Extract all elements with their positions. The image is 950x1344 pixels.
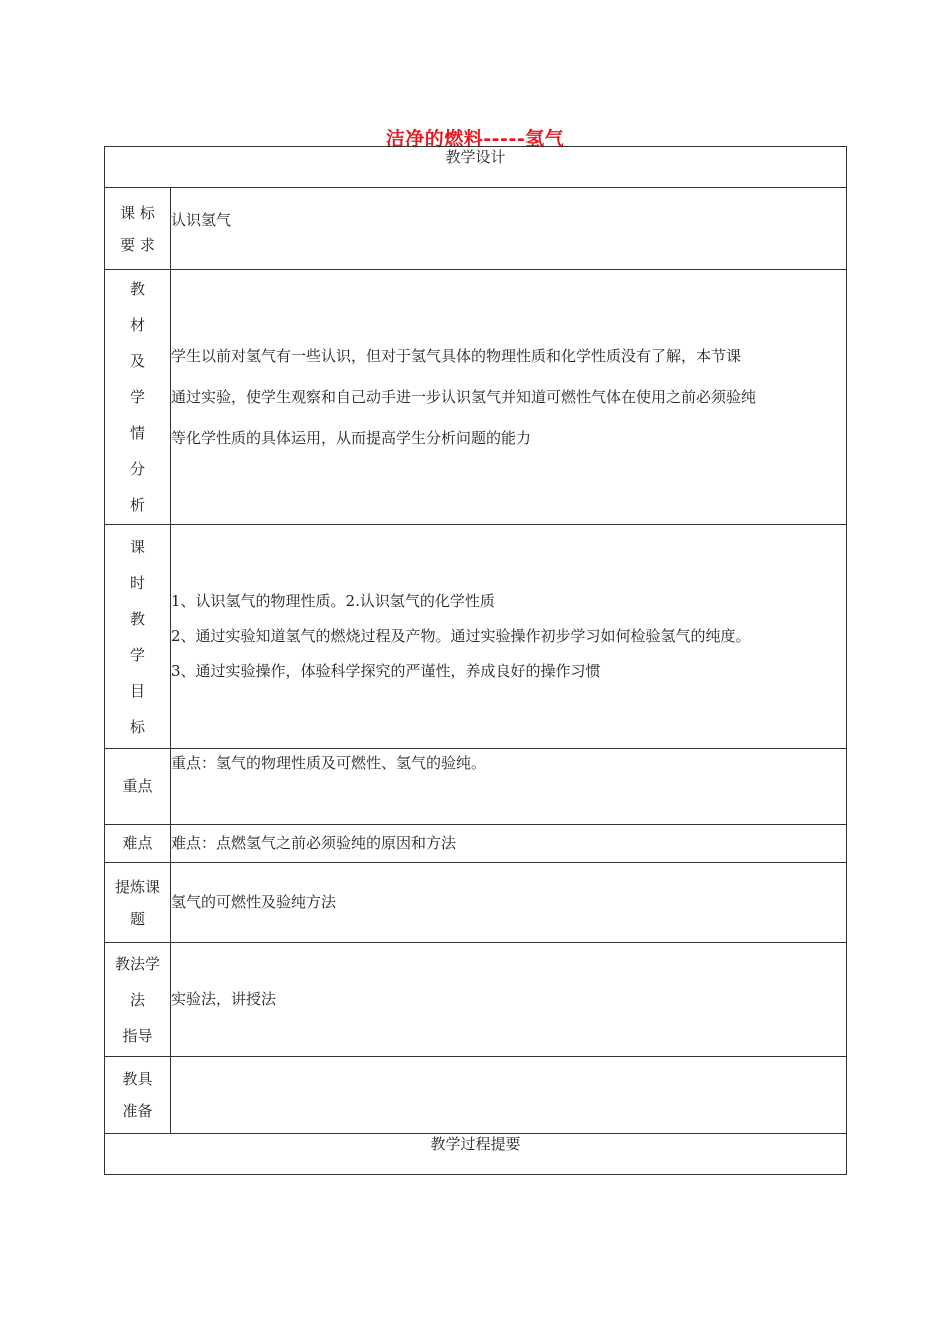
method-label-line: 教法学 <box>114 954 160 973</box>
analysis-label-char: 析 <box>129 496 145 514</box>
goals-label-char: 课 <box>129 537 145 556</box>
topic-label-line-2: 题 <box>129 909 145 928</box>
analysis-line: 等化学性质的具体运用，从而提高学生分析问题的能力 <box>171 428 532 447</box>
design-header: 教学设计 <box>105 147 847 188</box>
goals-label-char: 教 <box>129 609 145 628</box>
analysis-line: 学生以前对氢气有一些认识，但对于氢气具体的物理性质和化学性质没有了解，本节课 <box>171 346 742 365</box>
standard-label <box>105 188 171 270</box>
goal-item: 1、认识氢气的物理性质。2.认识氢气的化学性质 <box>171 592 495 610</box>
design-header-row <box>105 147 847 188</box>
goal-item: 3、通过实验操作，体验科学探究的严谨性，养成良好的操作习惯 <box>171 662 601 680</box>
analysis-label-char: 教 <box>129 280 145 298</box>
document-title: 洁净的燃料-----氢气 <box>385 128 565 150</box>
tools-label-line-2: 准备 <box>122 1102 153 1120</box>
topic-label <box>105 863 171 943</box>
analysis-label <box>105 270 171 525</box>
key-point-row <box>105 749 847 825</box>
goal-item: 2、通过实验知道氢气的燃烧过程及产物。通过实验操作初步学习如何检验氢气的纯度。 <box>171 627 751 645</box>
method-label-line: 指导 <box>122 1026 153 1045</box>
analysis-label-char: 材 <box>129 316 145 334</box>
analysis-row <box>105 270 847 525</box>
difficulty-label: 难点 <box>105 825 171 863</box>
method-content: 实验法，讲授法 <box>171 943 847 1057</box>
tools-label-line-1: 教具 <box>122 1070 153 1088</box>
goals-row <box>105 525 847 749</box>
key-point-label: 重点 <box>105 749 171 825</box>
analysis-label-char: 分 <box>129 460 145 478</box>
goals-content <box>171 525 847 749</box>
lesson-plan-table <box>104 146 847 1175</box>
analysis-label-char: 情 <box>129 424 145 442</box>
tools-label <box>105 1057 171 1134</box>
key-point-content: 重点：氢气的物理性质及可燃性、氢气的验纯。 <box>171 749 847 825</box>
analysis-content <box>171 270 847 525</box>
tools-content <box>171 1057 847 1134</box>
goals-label-char: 目 <box>129 681 145 700</box>
process-header-row <box>105 1134 847 1175</box>
standard-row <box>105 188 847 270</box>
standard-content: 认识氢气 <box>171 188 847 270</box>
goals-label-char: 标 <box>129 717 145 736</box>
goals-label-char: 时 <box>129 573 145 592</box>
process-header: 教学过程提要 <box>105 1134 847 1175</box>
difficulty-row <box>105 825 847 863</box>
method-label-line: 法 <box>129 990 145 1009</box>
standard-label-line-2: 要 求 <box>120 235 155 254</box>
topic-content: 氢气的可燃性及验纯方法 <box>171 863 847 943</box>
analysis-label-char: 及 <box>129 352 145 370</box>
standard-label-line-1: 课 标 <box>120 203 155 222</box>
difficulty-content: 难点：点燃氢气之前必须验纯的原因和方法 <box>171 825 847 863</box>
analysis-label-char: 学 <box>129 388 145 406</box>
goals-label <box>105 525 171 749</box>
method-row <box>105 943 847 1057</box>
topic-row <box>105 863 847 943</box>
method-label <box>105 943 171 1057</box>
topic-label-line-1: 提炼课 <box>114 877 160 896</box>
goals-label-char: 学 <box>129 645 145 664</box>
tools-row <box>105 1057 847 1134</box>
analysis-line: 通过实验，使学生观察和自己动手进一步认识氢气并知道可燃性气体在使用之前必须验纯 <box>171 387 757 406</box>
